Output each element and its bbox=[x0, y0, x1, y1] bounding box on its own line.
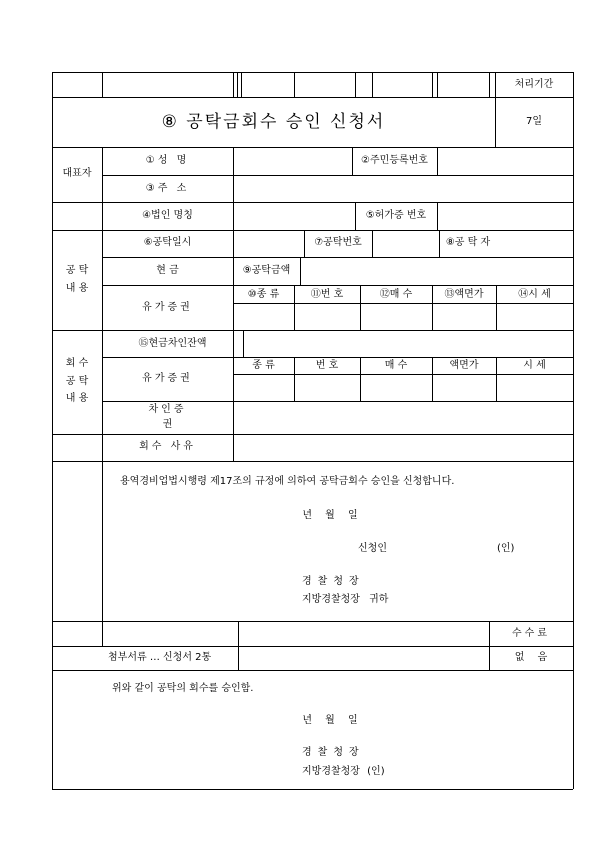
recovery-section-label-3: 내 용 bbox=[65, 393, 89, 404]
resident-number-label: ②주민등록번호 bbox=[361, 155, 428, 166]
resident-number-input[interactable] bbox=[438, 148, 572, 174]
declaration-date: 년 월 일 bbox=[302, 510, 358, 521]
processing-period-value: 7일 bbox=[525, 116, 543, 127]
approval-date: 년 월 일 bbox=[302, 715, 358, 726]
deposit-amount-label: ⑨공탁금액 bbox=[242, 265, 291, 276]
fee-label: 수수료 bbox=[512, 628, 550, 639]
recovery-col-face-value: 액면가 bbox=[449, 360, 479, 371]
applicant-label: 신청인 bbox=[358, 543, 387, 554]
deposit-date-input[interactable] bbox=[234, 231, 303, 256]
recovery-reason-input[interactable] bbox=[234, 435, 572, 460]
form-title: ⑧ 공탁금회수 승인 신청서 bbox=[161, 112, 386, 132]
recovery-reason-label: 회수 사유 bbox=[139, 441, 196, 452]
deposit-number-label: ⑦공탁번호 bbox=[314, 237, 362, 248]
recovery-section-label-2: 공 탁 bbox=[65, 376, 89, 387]
processing-period-label: 처리기간 bbox=[514, 79, 554, 90]
deposit-section-label-1: 공 탁 bbox=[65, 265, 89, 276]
approval-text: 위와 같이 공탁의 회수를 승인함. bbox=[112, 683, 254, 694]
cash-balance-input[interactable] bbox=[244, 331, 572, 356]
deposit-date-label: ⑥공탁일시 bbox=[143, 237, 192, 248]
recovery-securities-label: 유가증권 bbox=[142, 373, 193, 384]
fee-value: 없 음 bbox=[514, 652, 548, 663]
deposit-section-label-2: 내 용 bbox=[65, 283, 89, 294]
recipient-regional-police: 지방경찰청장 귀하 bbox=[302, 594, 389, 605]
securities-col-count: ⑫매 수 bbox=[379, 289, 413, 300]
recipient-national-police: 경찰청장 bbox=[302, 576, 365, 587]
corp-name-label: ④법인 명칭 bbox=[142, 210, 193, 221]
approver-regional-police: 지방경찰청장 (인) bbox=[302, 766, 385, 777]
balance-certificate-label-1: 차인증 bbox=[148, 404, 187, 415]
permit-number-input[interactable] bbox=[438, 203, 572, 229]
securities-label: 유가증권 bbox=[142, 302, 193, 313]
recovery-col-count: 매 수 bbox=[384, 360, 408, 371]
recovery-col-market-price: 시 세 bbox=[523, 360, 546, 371]
recovery-col-type: 종 류 bbox=[252, 360, 275, 371]
deposit-amount-input[interactable] bbox=[301, 258, 572, 284]
cash-balance-label: ⑮현금차인잔액 bbox=[138, 338, 207, 349]
corp-name-input[interactable] bbox=[234, 203, 354, 229]
securities-col-type: ⑩종 류 bbox=[247, 289, 280, 300]
securities-col-number: ⑪번 호 bbox=[310, 289, 344, 300]
deposit-number-input[interactable] bbox=[373, 231, 438, 256]
name-label: ①성 명 bbox=[145, 155, 190, 166]
depositor-input[interactable] bbox=[498, 231, 572, 256]
securities-col-face-value: ⑬액면가 bbox=[444, 289, 484, 300]
representative-section-label: 대표자 bbox=[62, 168, 92, 179]
address-input[interactable] bbox=[234, 176, 572, 201]
securities-col-market-price: ⑭시 세 bbox=[518, 289, 551, 300]
applicant-seal: (인) bbox=[497, 543, 515, 554]
recovery-col-number: 번 호 bbox=[315, 360, 339, 371]
cash-label: 현 금 bbox=[156, 265, 179, 276]
permit-number-label: ⑤허가증 번호 bbox=[365, 210, 427, 221]
name-input[interactable] bbox=[234, 148, 351, 174]
address-label: ③주 소 bbox=[145, 183, 190, 194]
recovery-section-label-1: 회 수 bbox=[65, 358, 89, 369]
balance-certificate-label-2: 권 bbox=[162, 419, 173, 430]
depositor-label: ⑧공 탁 자 bbox=[445, 237, 491, 248]
declaration-text: 용역경비업법시행령 제17조의 규정에 의하여 공탁금회수 승인을 신청합니다. bbox=[120, 476, 455, 487]
balance-certificate-input[interactable] bbox=[234, 402, 572, 433]
attachment-text: 첨부서류 … 신청서 2통 bbox=[108, 652, 212, 663]
approver-national-police: 경찰청장 bbox=[302, 747, 365, 758]
